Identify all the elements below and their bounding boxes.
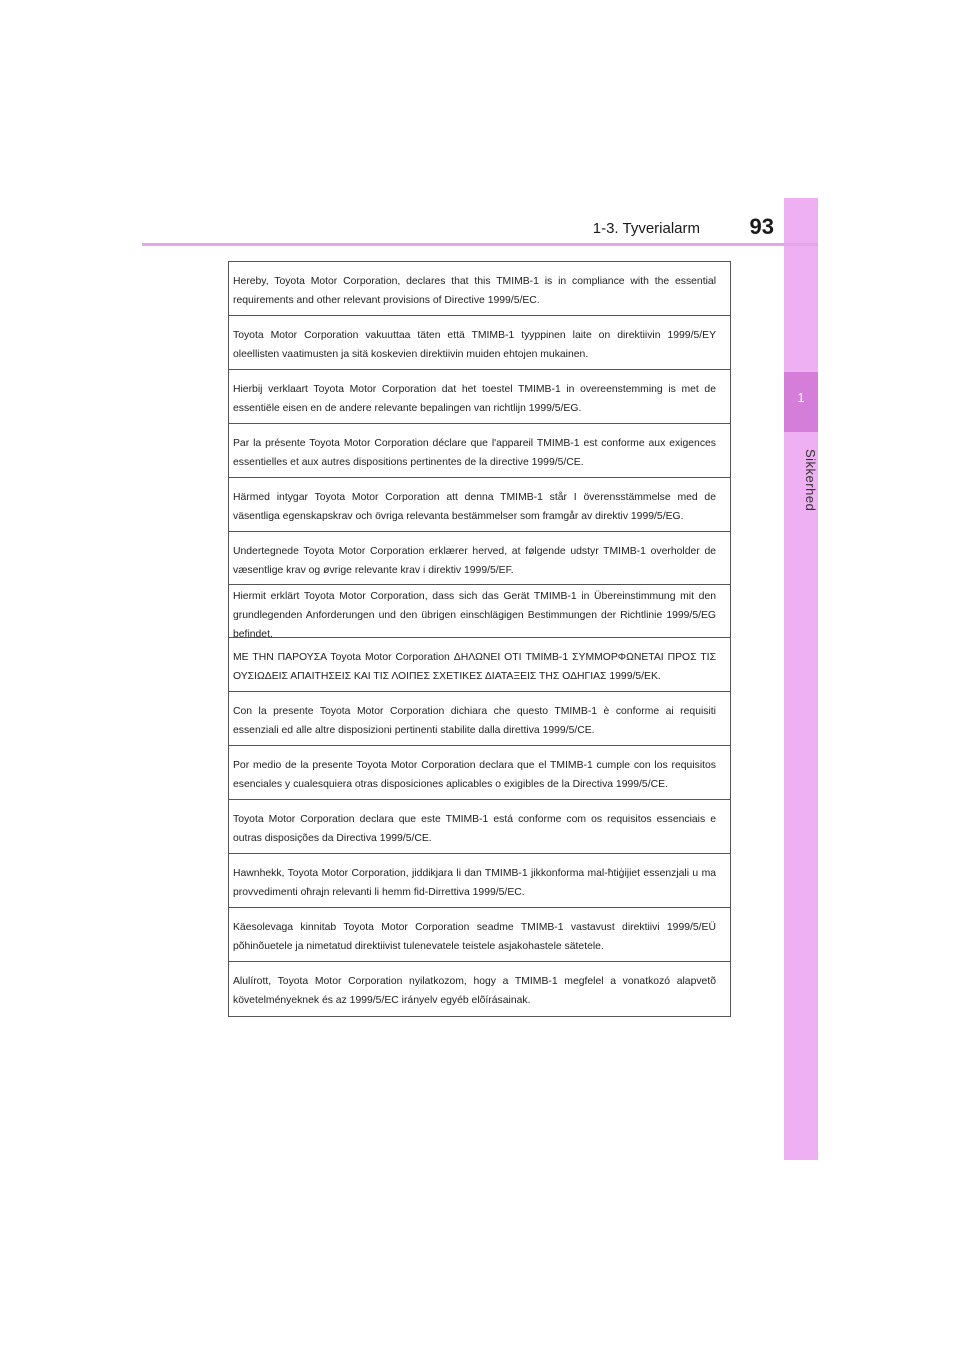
declaration-row-maltese: Hawnhekk, Toyota Motor Corporation, jiddikjara li dan TMIMB-1 jikkonforma mal-ħtiġijiet essenzjali u ma provvedimenti oħrajn relevanti li hemm fid-Dirrettiva 1999/5/EC. <box>229 854 730 908</box>
declaration-row-italian: Con la presente Toyota Motor Corporation dichiara che questo TMIMB-1 è conforme ai requisiti essenziali ed alle altre disposizioni pertinenti stabilite dalla direttiva 1999/5/CE. <box>229 692 730 746</box>
declaration-row-swedish: Härmed intygar Toyota Motor Corporation att denna TMIMB-1 står I överensstämmelse med de väsentliga egenskapskrav och övriga relevanta bestämmelser som framgår av direktiv 1999/5/EG. <box>229 478 730 532</box>
declaration-row-hungarian: Alulírott, Toyota Motor Corporation nyilatkozom, hogy a TMIMB-1 megfelel a vonatkozó alapvetõ követelményeknek és az 1999/5/EC irányelv egyéb elõírásainak. <box>233 976 716 1006</box>
declarations-table <box>228 261 731 1017</box>
declaration-row-german: Hiermit erklärt Toyota Motor Corporation, dass sich das Gerät TMIMB-1 in Übereinstimmung mit den grundlegenden Anforderungen und den übrigen einschlägigen Bestimmungen der Richtlinie 1999/5/EG befindet. <box>229 585 730 638</box>
declaration-row-dutch: Hierbij verklaart Toyota Motor Corporation dat het toestel TMIMB-1 in overeenstemming is met de essentiële eisen en de andere relevante bepalingen van richtlijn 1999/5/EG. <box>229 370 730 424</box>
section-title: 1-3. Tyverialarm <box>592 220 700 237</box>
header-divider <box>142 243 818 246</box>
chapter-number-tab: 1 <box>784 372 818 432</box>
declaration-row-french: Par la présente Toyota Motor Corporation déclare que l'appareil TMIMB-1 est conforme aux exigences essentielles et aux autres dispositions pertinentes de la directive 1999/5/CE. <box>229 424 730 478</box>
declaration-row-portuguese: Toyota Motor Corporation declara que este TMIMB-1 está conforme com os requisitos essenciais e outras disposições da Directiva 1999/5/CE. <box>229 800 730 854</box>
declaration-row-greek: ΜΕ ΤΗΝ ΠΑΡΟΥΣΑ Toyota Motor Corporation ΔΗΛΩΝΕΙ ΟΤΙ TMIMB-1 ΣΥΜΜΟΡΦΩΝΕΤΑΙ ΠΡΟΣ ΤΙΣ ΟΥΣΙΩΔΕΙΣ ΑΠΑΙΤΗΣΕΙΣ ΚΑΙ ΤΙΣ ΛΟΙΠΕΣ ΣΧΕΤΙΚΕΣ ΔΙΑΤΑΞΕΙΣ ΤΗΣ ΟΔΗΓΙΑΣ 1999/5/ΕΚ. <box>229 638 730 692</box>
chapter-side-tab <box>784 198 818 1160</box>
declaration-row-finnish: Toyota Motor Corporation vakuuttaa täten että TMIMB-1 tyyppinen laite on direktiivin 1999/5/EY oleellisten vaatimusten ja sitä koskevien direktiivin muiden ehtojen mukainen. <box>229 316 730 370</box>
page-number: 93 <box>749 214 774 239</box>
chapter-label: Sikkerhed <box>803 448 818 512</box>
declaration-row-estonian: Käesolevaga kinnitab Toyota Motor Corporation seadme TMIMB-1 vastavust direktiivi 1999/5/EÜ põhinõuetele ja nimetatud direktiivist tulenevatele teistele asjakohastele sätetele. <box>229 908 730 962</box>
declaration-row-spanish: Por medio de la presente Toyota Motor Corporation declara que el TMIMB-1 cumple con los requisitos esenciales y cualesquiera otras disposiciones aplicables o exigibles de la Directiva 1999/5/CE. <box>229 746 730 800</box>
declaration-row-danish: Undertegnede Toyota Motor Corporation erklærer herved, at følgende udstyr TMIMB-1 overholder de væsentlige krav og øvrige relevante krav i direktiv 1999/5/EF. <box>229 532 730 585</box>
declaration-row-english: Hereby, Toyota Motor Corporation, declares that this TMIMB-1 is in compliance with the essential requirements and other relevant provisions of Directive 1999/5/EC. <box>229 262 730 316</box>
